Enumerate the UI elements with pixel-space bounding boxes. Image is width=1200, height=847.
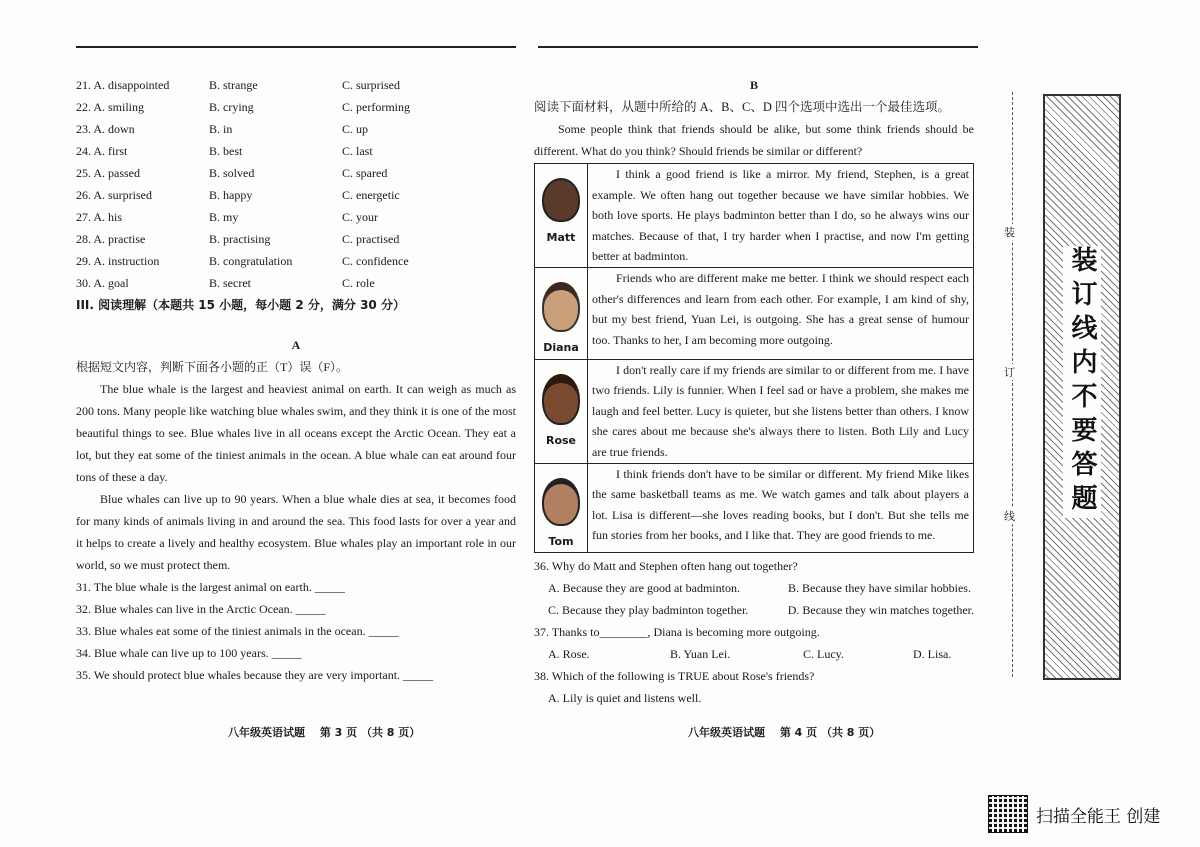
question-38-options: A. Lily is quiet and listens well. (548, 691, 702, 706)
right-page-footer: 八年级英语试题 第 4 页 （共 8 页） (688, 726, 881, 739)
friend-text: I don't really care if my friends are similar to or different from me. I have two friends. Lily is funnier. When I feel sad or have a problem, she makes me laugh and feel better. Lucy is quieter, but she listens better than others. I know she cares about me because she's always there to listen. Both Lily and Lucy are true friends. (592, 362, 969, 459)
friend-name: Diana (543, 340, 579, 354)
table-row (535, 359, 974, 463)
question-38: 38. Which of the following is TRUE about Rose's friends? (534, 669, 815, 684)
binding-char: 订 (1004, 366, 1015, 379)
cloze-row: 24. A. first B. best C. last (76, 144, 373, 158)
part-b-instruction: 阅读下面材料，从题中所给的 A、B、C、D 四个选项中选出一个最佳选项。 (534, 100, 950, 114)
avatar (535, 463, 588, 553)
section-title: III. 阅读理解（本题共 15 小题，每小题 2 分，满分 30 分） (76, 298, 405, 312)
question-36-options: C. Because they play badminton together. D. Because they win matches together. (548, 603, 974, 618)
cloze-row: 26. A. surprised B. happy C. energetic (76, 188, 400, 202)
friend-text: I think a good friend is like a mirror. My friend, Stephen, is a great example. We often hang out together because we have similar hobbies. We both love sports. He plays badminton better than I do, so he always wins our matches. Because of that, I try harder when I practise, and now I'm getting better at badminton. (592, 167, 969, 264)
table-row (535, 463, 974, 553)
binding-warning-text: 装订线内不要答题 (1063, 246, 1101, 518)
tf-question: 32. Blue whales can live in the Arctic Ocean. _____ (76, 602, 326, 616)
cloze-row: 25. A. passed B. solved C. spared (76, 166, 388, 180)
binding-line (1012, 92, 1013, 677)
binding-char: 线 (1004, 510, 1015, 523)
table-row (535, 267, 974, 359)
passage-a-paragraph: Blue whales can live up to 90 years. When a blue whale dies at sea, it becomes food for many kinds of animals living in and around the sea. This food lasts for over a year and it helps to create a lively and healthy ecosystem. Blue whales play an important role in our world, so we must protect them. (76, 492, 516, 572)
friend-text: I think friends don't have to be similar or different. My friend Mike likes the same basketball teams as me. We watch games and talk about players a lot. Lisa is different—she loves reading books, but I don't. But she tells me fun stories from her books, and I like that. They are good friends to me. (592, 466, 969, 543)
cloze-row: 28. A. practise B. practising C. practised (76, 232, 400, 246)
question-37-options: A. Rose. B. Yuan Lei. C. Lucy. D. Lisa. (548, 647, 952, 662)
right-page (534, 74, 974, 709)
part-b-intro: Some people think that friends should be alike, but some think friends should be different. What do you think? Should friends be similar or different? (534, 122, 974, 158)
binding-char: 装 (1004, 226, 1015, 239)
part-a-instruction: 根据短文内容，判断下面各小题的正（T）误（F）。 (76, 360, 349, 374)
part-b-label: B (749, 78, 758, 92)
passage-a-paragraph: The blue whale is the largest and heaviest animal on earth. It can weigh as much as 200 tons. Many people like watching blue whales swim, and they think it is one of the most beautiful things to see. Blue whales live in all oceans except the Arctic Ocean. They eat a lot, but they eat some of the tiniest animals in the ocean. A blue whale can eat around four tons of these a day. (76, 382, 516, 484)
question-37: 37. Thanks to________, Diana is becoming more outgoing. (534, 625, 820, 640)
boy-face-icon (542, 478, 580, 526)
boy-face-icon (542, 178, 580, 222)
watermark-text: 扫描全能王 创建 (1036, 806, 1161, 827)
question-36: 36. Why do Matt and Stephen often hang out together? (534, 559, 798, 574)
question-36-options: A. Because they are good at badminton. B. Because they have similar hobbies. (548, 581, 971, 596)
table-row (535, 164, 974, 268)
tf-question: 33. Blue whales eat some of the tiniest animals in the ocean. _____ (76, 624, 399, 638)
girl-face-icon (542, 374, 580, 425)
friend-text: Friends who are different make me better. I think we should respect each other's differences and learn from each other. For example, I am kind of shy, but my best friend, Yuan Lei, is outgoing. She has a great sense of humour too. Thanks to her, I am becoming more outgoing. (592, 270, 969, 347)
girl-face-icon (542, 282, 580, 332)
scanner-watermark (988, 795, 1160, 833)
friend-name: Rose (545, 433, 577, 447)
tf-question: 34. Blue whale can live up to 100 years. _____ (76, 646, 302, 660)
tf-question: 31. The blue whale is the largest animal on earth. _____ (76, 580, 345, 594)
cloze-row: 29. A. instruction B. congratulation C. confidence (76, 254, 409, 268)
friend-name: Matt (546, 231, 576, 244)
left-page-footer: 八年级英语试题 第 3 页 （共 8 页） (228, 726, 421, 739)
qr-code-icon (988, 795, 1028, 833)
friends-table (534, 163, 974, 553)
left-page (76, 74, 516, 686)
tf-question: 35. We should protect blue whales because they are very important. _____ (76, 668, 434, 682)
cloze-row: 30. A. goal B. secret C. role (76, 276, 375, 290)
avatar (535, 267, 588, 359)
part-a-label: A (291, 338, 301, 352)
right-top-rule (538, 46, 978, 48)
cloze-row: 23. A. down B. in C. up (76, 122, 369, 136)
avatar (535, 164, 588, 268)
left-top-rule (76, 46, 516, 48)
avatar (535, 359, 588, 463)
friend-name: Tom (548, 534, 574, 548)
cloze-row: 22. A. smiling B. crying C. performing (76, 100, 410, 114)
binding-warning-panel (1043, 94, 1121, 680)
cloze-options (76, 74, 516, 294)
cloze-row: 27. A. his B. my C. your (76, 210, 378, 224)
cloze-row: 21. A. disappointed B. strange C. surprised (76, 78, 400, 92)
